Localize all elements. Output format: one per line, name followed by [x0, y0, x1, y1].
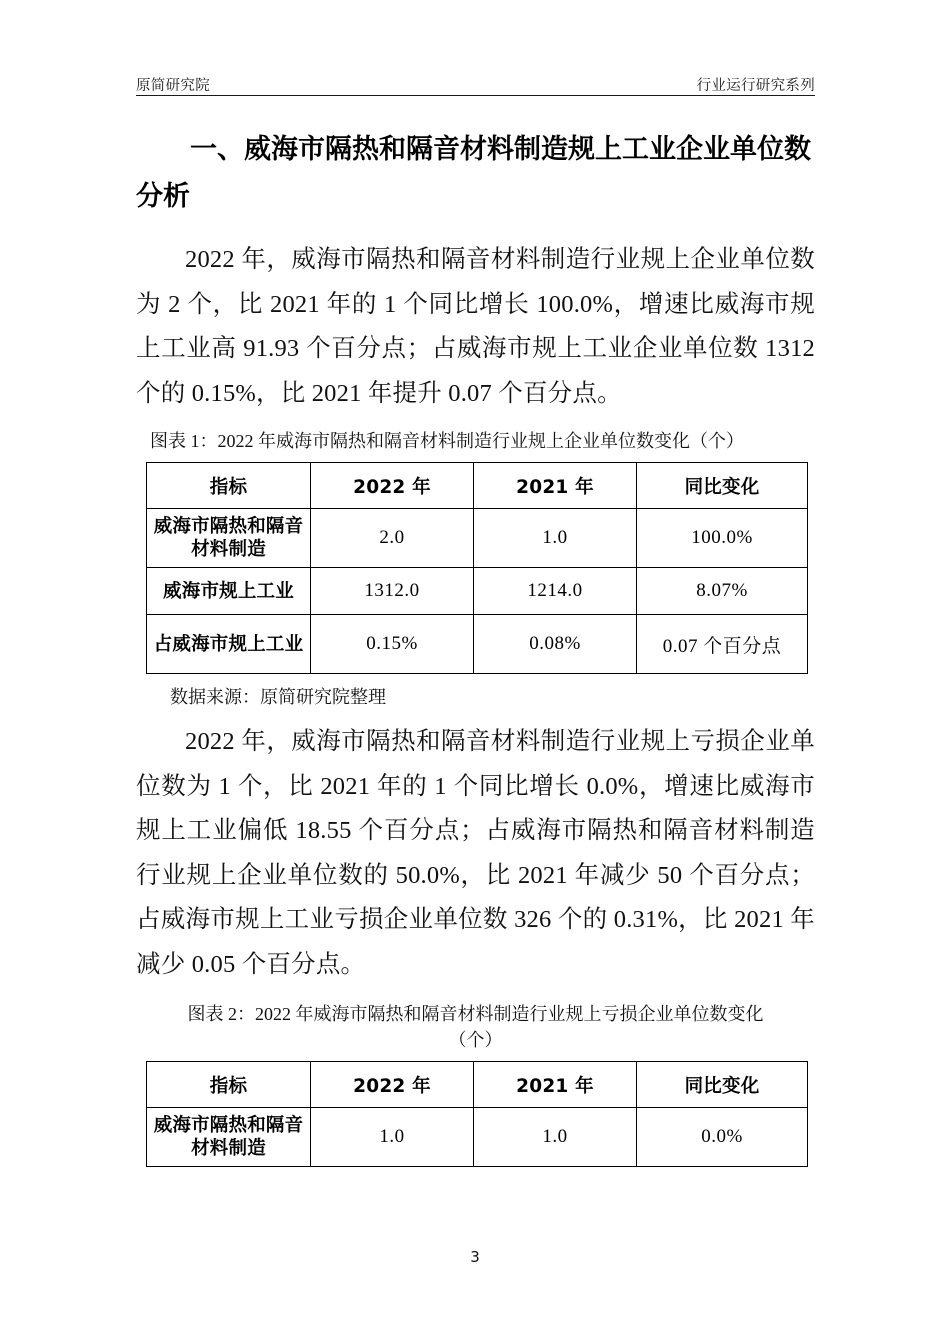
header-left-text: 原简研究院 [136, 77, 210, 94]
section-heading: 一、威海市隔热和隔音材料制造规上工业企业单位数分析 [136, 134, 811, 212]
table-row [147, 1108, 808, 1167]
cell-2022: 1312.0 [311, 568, 474, 615]
column-header-2021: 2021 年 [474, 1062, 637, 1108]
column-header-change: 同比变化 [637, 1062, 808, 1108]
cell-change: 0.07 个百分点 [637, 615, 808, 674]
column-header-metric: 指标 [147, 463, 311, 509]
figure1-source-note: 数据来源：原简研究院整理 [170, 687, 386, 707]
cell-metric: 威海市隔热和隔音材料制造 [147, 1108, 311, 1167]
column-header-2022: 2022 年 [311, 463, 474, 509]
page-number: 3 [470, 1248, 480, 1266]
cell-change: 8.07% [637, 568, 808, 615]
figure2-caption-line1: 图表 2：2022 年威海市隔热和隔音材料制造行业规上亏损企业单位数变化 [187, 1004, 764, 1024]
cell-2022: 2.0 [311, 509, 474, 568]
cell-2022: 1.0 [311, 1108, 474, 1167]
cell-2021: 1.0 [474, 1108, 637, 1167]
table-header-row [147, 1062, 808, 1108]
cell-2022: 0.15% [311, 615, 474, 674]
figure1-table [146, 462, 808, 674]
table-row [147, 568, 808, 615]
cell-metric: 威海市隔热和隔音材料制造 [147, 509, 311, 568]
column-header-metric: 指标 [147, 1062, 311, 1108]
cell-metric: 占威海市规上工业 [147, 615, 311, 674]
paragraph-loss-making-units: 2022 年，威海市隔热和隔音材料制造行业规上亏损企业单位数为 1 个，比 2021 年的 1 个同比增长 0.0%，增速比威海市规上工业偏低 18.55 个百分点；占威海市隔热和隔音材料制造行业规上企业单位数的 50.0%，比 2021 年减少 50 个百分点；占威海市规上工业亏损企业单位数 326 个的 0.31%，比 2021 年减少 0.05 个百分点。 [136, 728, 815, 978]
column-header-2022: 2022 年 [311, 1062, 474, 1108]
figure2-table [146, 1061, 808, 1167]
table-row [147, 615, 808, 674]
running-header [136, 66, 815, 96]
paragraph-enterprise-units: 2022 年，威海市隔热和隔音材料制造行业规上企业单位数为 2 个，比 2021 年的 1 个同比增长 100.0%，增速比威海市规上工业高 91.93 个百分点；占威海市规上工业企业单位数 1312 个的 0.15%，比 2021 年提升 0.07 个百分点。 [136, 246, 815, 407]
cell-change: 100.0% [637, 509, 808, 568]
cell-2021: 0.08% [474, 615, 637, 674]
figure1-caption: 图表 1：2022 年威海市隔热和隔音材料制造行业规上企业单位数变化（个） [150, 431, 744, 451]
table-header-row [147, 463, 808, 509]
cell-2021: 1.0 [474, 509, 637, 568]
cell-2021: 1214.0 [474, 568, 637, 615]
cell-change: 0.0% [637, 1108, 808, 1167]
cell-metric: 威海市规上工业 [147, 568, 311, 615]
column-header-change: 同比变化 [637, 463, 808, 509]
column-header-2021: 2021 年 [474, 463, 637, 509]
header-right-text: 行业运行研究系列 [696, 77, 815, 94]
figure2-caption-line2: （个） [448, 1030, 503, 1050]
table-row [147, 509, 808, 568]
page-content [136, 126, 815, 1167]
